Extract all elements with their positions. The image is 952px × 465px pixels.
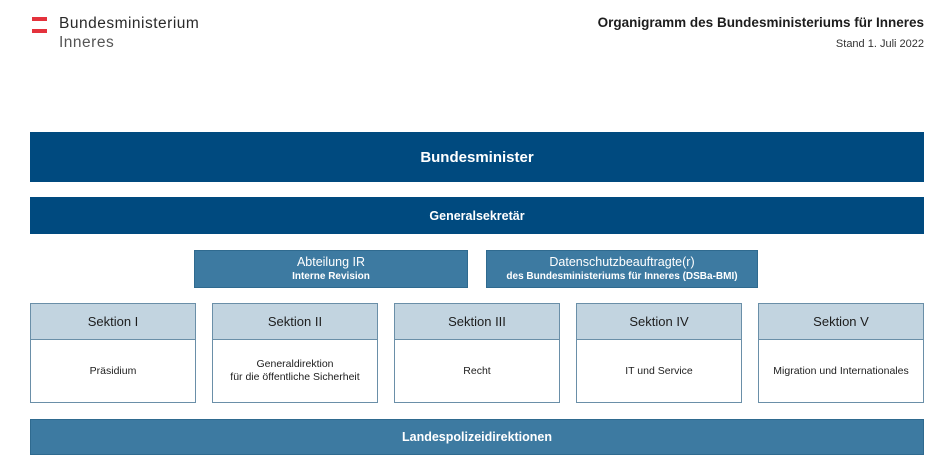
staff-unit-subtitle: Interne Revision: [292, 271, 370, 282]
section-4-box: [576, 303, 742, 403]
section-description: Präsidium: [89, 364, 137, 377]
staff-unit-data-protection: [486, 250, 758, 288]
ministry-logo: [32, 14, 199, 52]
staff-unit-subtitle: des Bundesministeriums für Inneres (DSBa-BMI): [506, 271, 738, 282]
section-description: Generaldirektion für die öffentliche Sicherheit: [230, 358, 360, 383]
logo-line-2: Inneres: [59, 34, 115, 51]
section-title: Sektion III: [395, 304, 559, 340]
section-title: Sektion IV: [577, 304, 741, 340]
document-header: [598, 15, 924, 50]
section-3-box: [394, 303, 560, 403]
section-title: Sektion V: [759, 304, 923, 340]
section-title: Sektion II: [213, 304, 377, 340]
section-description: Migration und Internationales: [773, 364, 909, 377]
staff-unit-internal-audit: [194, 250, 468, 288]
staff-unit-title: Datenschutzbeauftragte(r): [549, 255, 695, 269]
section-1-box: [30, 303, 196, 403]
logo-line-1: Bundesministerium: [59, 15, 200, 32]
section-title: Sektion I: [31, 304, 195, 340]
section-2-box: [212, 303, 378, 403]
staff-unit-title: Abteilung IR: [296, 255, 366, 269]
regional-police-directorates-box: Landespolizeidirektionen: [30, 419, 924, 455]
section-description: Recht: [463, 364, 491, 377]
section-description: IT und Service: [625, 364, 693, 377]
section-5-box: [758, 303, 924, 403]
minister-box: Bundesminister: [30, 132, 924, 182]
document-title: Organigramm des Bundesministeriums für Inneres: [597, 15, 924, 30]
austrian-flag-icon: [32, 17, 47, 52]
document-date: Stand 1. Juli 2022: [835, 38, 924, 50]
general-secretary-box: Generalsekretär: [30, 197, 924, 234]
